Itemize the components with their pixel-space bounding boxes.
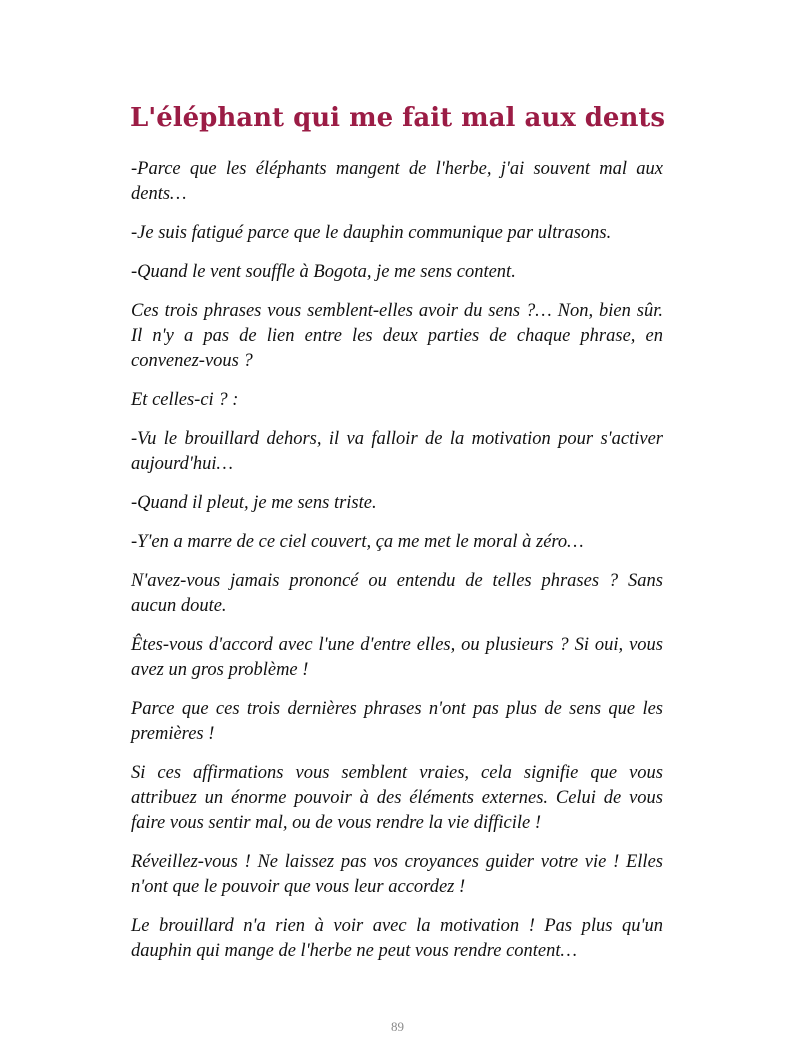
paragraph: N'avez-vous jamais prononcé ou entendu de telles phrases ? Sans aucun doute. bbox=[131, 571, 663, 616]
paragraph: -Quand il pleut, je me sens triste. bbox=[131, 493, 377, 513]
paragraph: Réveillez-vous ! Ne laissez pas vos croyances guider votre vie ! Elles n'ont que le pouvoir que vous leur accordez ! bbox=[131, 852, 663, 897]
paragraph: Ces trois phrases vous semblent-elles avoir du sens ?… Non, bien sûr. Il n'y a pas de lien entre les deux parties de chaque phrase, en convenez-vous ? bbox=[131, 301, 663, 371]
paragraph: -Vu le brouillard dehors, il va falloir de la motivation pour s'activer aujourd'hui… bbox=[131, 429, 663, 474]
chapter-title: L'éléphant qui me fait mal aux dents bbox=[129, 103, 666, 133]
paragraph: Si ces affirmations vous semblent vraies, cela signifie que vous attribuez un énorme pouvoir à des éléments externes. Celui de vous faire vous sentir mal, ou de vous rendre la vie difficile ! bbox=[131, 763, 663, 833]
paragraph: Êtes-vous d'accord avec l'une d'entre elles, ou plusieurs ? Si oui, vous avez un gros problème ! bbox=[131, 635, 663, 680]
body-text bbox=[131, 157, 663, 978]
page-number: 89 bbox=[391, 1019, 404, 1034]
paragraph: Et celles-ci ? : bbox=[131, 390, 239, 410]
paragraph: -Y'en a marre de ce ciel couvert, ça me met le moral à zéro… bbox=[131, 532, 584, 552]
paragraph: -Parce que les éléphants mangent de l'herbe, j'ai souvent mal aux dents… bbox=[131, 159, 663, 204]
paragraph: Parce que ces trois dernières phrases n'ont pas plus de sens que les premières ! bbox=[131, 699, 663, 744]
paragraph: Le brouillard n'a rien à voir avec la motivation ! Pas plus qu'un dauphin qui mange de l'herbe ne peut vous rendre content… bbox=[131, 916, 663, 961]
paragraph: -Quand le vent souffle à Bogota, je me sens content. bbox=[131, 262, 516, 282]
paragraph: -Je suis fatigué parce que le dauphin communique par ultrasons. bbox=[131, 223, 612, 243]
